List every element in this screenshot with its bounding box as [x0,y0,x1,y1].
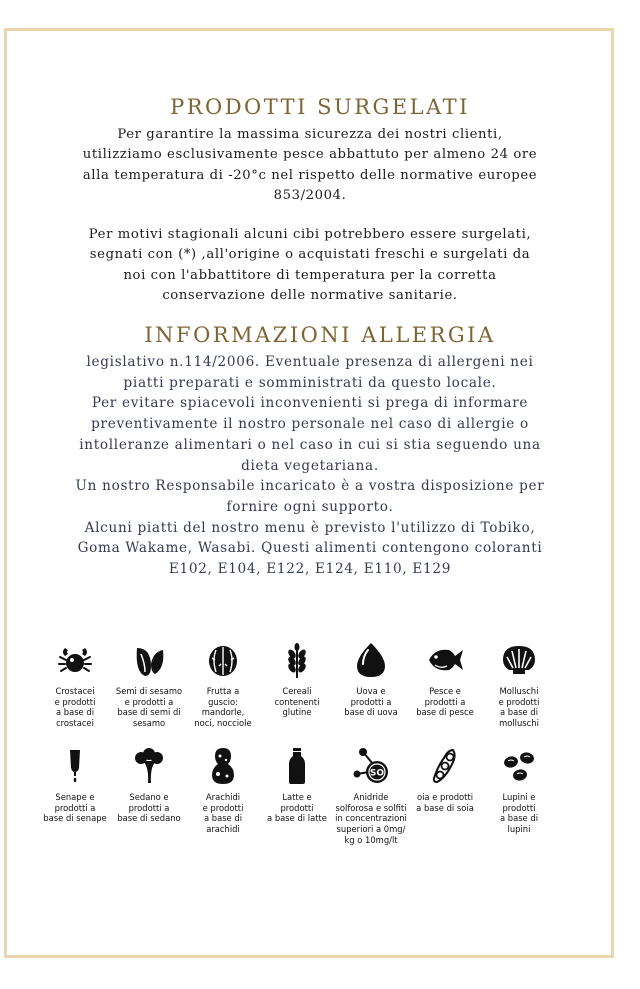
text-line: Per garantire la massima sicurezza dei nostri clienti, [117,127,503,142]
lupin-beans-icon [499,746,539,786]
celery-icon [129,746,169,786]
text-line: fornire ogni supporto. [226,498,394,515]
allergen-label: Latte e prodotti a base di latte [267,792,327,824]
text-line: conservazione delle normative sanitarie. [162,287,458,303]
text-line: E102, E104, E122, E124, E110, E129 [168,561,452,578]
allergen-soy [407,746,483,813]
allergy-paragraph [30,352,590,580]
allergen-molluscs [481,640,557,729]
text-line: Goma Wakame, Wasabi. Questi alimenti contengono coloranti [77,540,543,557]
allergen-label: Uova e prodotti a base di uova [344,686,398,718]
text-line: Per evitare spiacevoli inconvenienti si prega di informare [91,395,529,412]
peanut-icon [203,746,243,786]
allergen-crustaceans [37,640,113,729]
sesame-seeds-icon [129,640,169,680]
shell-icon [499,640,539,680]
allergen-sulphites [333,746,409,846]
fish-icon [425,640,465,680]
sulphite-molecule-icon [351,746,391,786]
text-line: 853/2004. [273,187,347,203]
text-line: Per motivi stagionali alcuni cibi potrebbero essere surgelati, [88,227,532,242]
allergen-label: oia e prodotti a base di soia [416,792,474,813]
allergen-label: Senape e prodotti a base di senape [43,792,107,824]
wheat-icon [277,640,317,680]
allergen-peanuts [185,746,261,835]
walnut-icon [203,640,243,680]
text-line: alla temperatura di -20°c nel rispetto delle normative europee [82,167,538,183]
allergen-gluten [259,640,335,718]
frozen-paragraph-1 [30,125,590,206]
allergy-info-title: INFORMAZIONI ALLERGIA [144,323,496,347]
egg-icon [351,640,391,680]
allergen-mustard [37,746,113,824]
text-line: utilizziamo esclusivamente pesce abbattuto per almeno 24 ore [82,147,538,163]
allergen-label: Arachidi e prodotti a base di arachidi [202,792,244,835]
soy-pod-icon [425,746,465,786]
allergen-celery [111,746,187,824]
crab-icon [55,640,95,680]
allergen-milk [259,746,335,824]
text-line: legislativo n.114/2006. Eventuale presenza di allergeni nei [86,354,534,370]
text-line: Un nostro Responsabile incaricato è a vostra disposizione per [75,478,545,495]
allergen-label: Frutta a guscio: mandorle, noci, nocciole [194,686,252,729]
allergen-label: Molluschi e prodotti a base di molluschi [498,686,540,729]
mustard-bottle-icon [55,746,95,786]
allergen-label: Pesce e prodotti a base di pesce [416,686,474,718]
allergen-eggs [333,640,409,718]
allergen-label: Semi di sesamo e prodotti a base di semi di sesamo [115,686,183,729]
allergen-sesame [111,640,187,729]
allergen-nuts [185,640,261,729]
svg-text:SO: SO [369,768,385,779]
milk-bottle-icon [277,746,317,786]
allergen-label: Sedano e prodotti a base di sedano [117,792,181,824]
allergen-label: Cereali contenenti glutine [274,686,320,718]
text-line: segnati con (*) ,all'origine o acquistati freschi e surgelati da [89,247,531,263]
text-line: dieta vegetariana. [241,457,379,474]
allergen-lupins [481,746,557,835]
text-line: preventivamente il nostro personale nel caso di allergie o [91,416,529,433]
text-line: intolleranze alimentari o nel caso in cui si stia seguendo una [79,436,541,453]
allergen-label: Anidride solforosa e solfiti in concentrazioni superiori a 0mg/ kg o 10mg/lt [335,792,407,845]
text-line: Alcuni piatti del nostro menu è previsto l'utilizzo di Tobiko, [84,519,536,536]
allergen-label: Lupini e prodotti a base di lupini [499,792,539,835]
allergen-label: Crostacei e prodotti a base di crostacei [54,686,96,729]
text-line: piatti preparati e somministrati da questo locale. [123,374,497,391]
frozen-paragraph-2 [30,225,590,306]
frozen-products-title: PRODOTTI SURGELATI [170,95,470,119]
text-line: noi con l'abbattitore di temperatura per la corretta [123,267,497,283]
allergen-fish [407,640,483,718]
